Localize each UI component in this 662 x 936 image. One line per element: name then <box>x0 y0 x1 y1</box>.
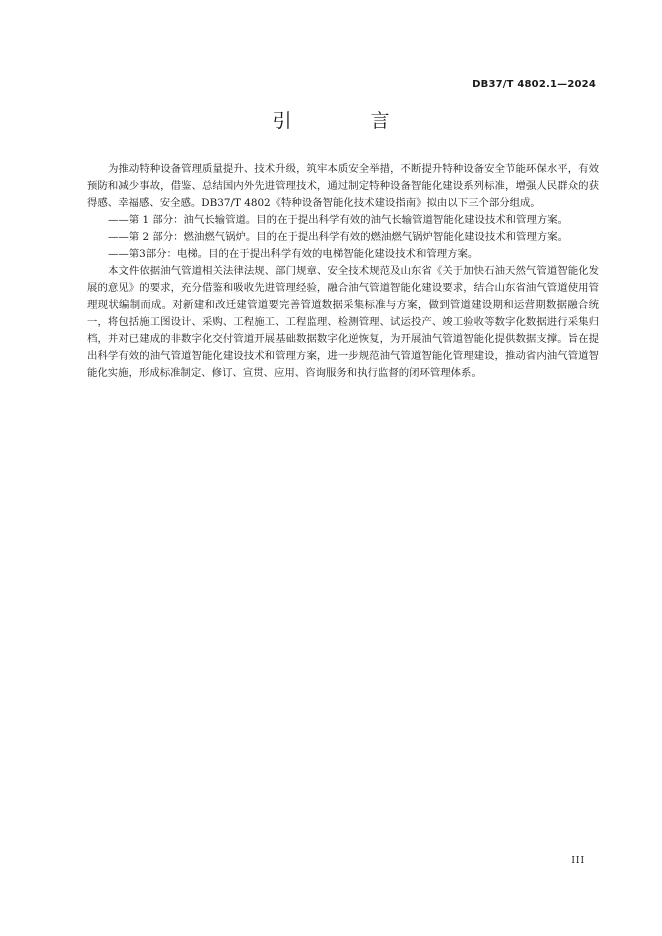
standard-code: DB37/T 4802.1—2024 <box>472 79 596 90</box>
part-1-label: ——第 1 部分：油气长输管道。 <box>108 214 257 226</box>
list-item-part-3 <box>87 246 599 263</box>
list-item-part-2 <box>87 229 599 246</box>
part-2-text: 目的在于提出科学有效的燃油燃气锅炉智能化建设技术和管理方案。 <box>256 231 569 243</box>
page-title: 引 言 <box>272 110 420 132</box>
part-1-text: 目的在于提出科学有效的油气长输管道智能化建设技术和管理方案。 <box>256 214 569 226</box>
part-3-text: 目的在于提出科学有效的电梯智能化建设技术和管理方案。 <box>208 248 479 260</box>
part-3-label: ——第3部分：电梯。 <box>108 248 209 260</box>
intro-paragraph: 为推动特种设备管理质量提升、技术升级，筑牢本质安全举措，不断提升特种设备安全节能环保水平，有效预防和减少事故，借鉴、总结国内外先进管理技术，通过制定特种设备智能化建设系列标准，增强人民群众的获得感、幸福感、安全感。DB37/T 4802《特种设备智能化技术建设指南》拟由以下三个部分组成。 <box>87 163 599 209</box>
list-item-part-1 <box>87 212 599 229</box>
basis-paragraph: 本文件依据油气管道相关法律法规、部门规章、安全技术规范及山东省《关于加快石油天然气管道智能化发展的意见》的要求，充分借鉴和吸收先进管理经验，融合油气管道智能化建设要求，结合山东省油气管道使用管理现状编制而成。对新建和改迁建管道要完善管道数据采集标准与方案，做到管道建设期和运营期数据融合统一，将包括施工图设计、采购、工程施工、工程监理、检测管理、试运投产、竣工验收等数字化数据进行采集归档，并对已建成的非数字化交付管道开展基础数据数字化逆恢复，为开展油气管道智能化提供数据支撑。旨在提出科学有效的油气管道智能化建设技术和管理方案，进一步规范油气管道智能化管理建设，推动省内油气管道智能化实施，形成标准制定、修订、宣贯、应用、咨询服务和执行监督的闭环管理体系。 <box>87 265 599 379</box>
part-2-label: ——第 2 部分：燃油燃气锅炉。 <box>108 231 257 243</box>
page-number: III <box>571 856 585 866</box>
document-body <box>87 161 599 382</box>
